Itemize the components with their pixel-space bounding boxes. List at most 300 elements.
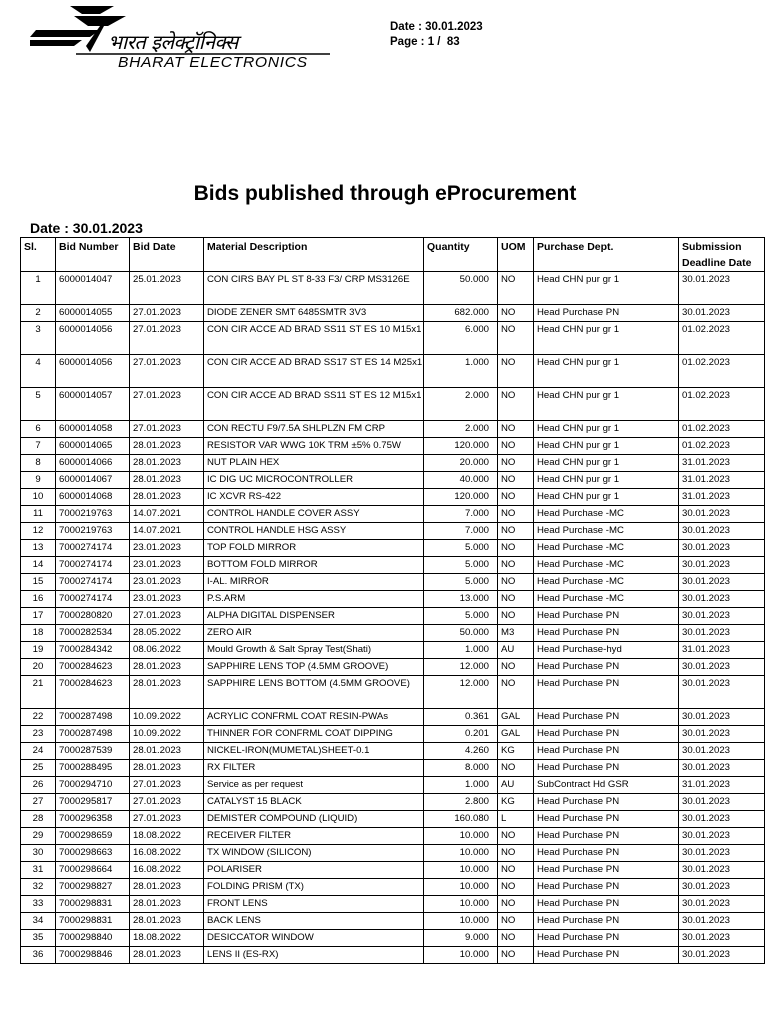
cell-bid-number: 7000298846 <box>56 947 130 964</box>
table-row <box>21 438 765 455</box>
cell-bid-date: 28.01.2023 <box>130 659 204 676</box>
column-header-material-description: Material Description <box>204 238 424 272</box>
cell-sl: 13 <box>21 540 56 557</box>
cell-submission-deadline: 01.02.2023 <box>679 388 765 421</box>
cell-purchase-dept: Head CHN pur gr 1 <box>534 355 679 388</box>
cell-purchase-dept: Head Purchase PN <box>534 930 679 947</box>
cell-material-description: Service as per request <box>204 777 424 794</box>
cell-bid-date: 27.01.2023 <box>130 421 204 438</box>
cell-quantity: 1.000 <box>424 355 498 388</box>
cell-sl: 26 <box>21 777 56 794</box>
cell-sl: 3 <box>21 322 56 355</box>
cell-purchase-dept: Head Purchase -MC <box>534 540 679 557</box>
cell-material-description: IC XCVR RS-422 <box>204 489 424 506</box>
cell-sl: 31 <box>21 862 56 879</box>
cell-quantity: 4.260 <box>424 743 498 760</box>
cell-sl: 22 <box>21 709 56 726</box>
cell-quantity: 160.080 <box>424 811 498 828</box>
column-header-bid-number: Bid Number <box>56 238 130 272</box>
cell-submission-deadline: 30.01.2023 <box>679 862 765 879</box>
cell-bid-date: 18.08.2022 <box>130 828 204 845</box>
cell-quantity: 10.000 <box>424 879 498 896</box>
page-title: Bids published through eProcurement <box>193 182 577 205</box>
cell-quantity: 20.000 <box>424 455 498 472</box>
cell-sl: 8 <box>21 455 56 472</box>
cell-uom: GAL <box>498 726 534 743</box>
cell-purchase-dept: Head Purchase PN <box>534 625 679 642</box>
table-row <box>21 455 765 472</box>
cell-bid-date: 25.01.2023 <box>130 272 204 305</box>
cell-bid-number: 6000014068 <box>56 489 130 506</box>
cell-purchase-dept: Head Purchase PN <box>534 743 679 760</box>
cell-bid-number: 7000274174 <box>56 540 130 557</box>
cell-bid-date: 23.01.2023 <box>130 557 204 574</box>
table-body <box>21 272 765 964</box>
cell-bid-date: 10.09.2022 <box>130 709 204 726</box>
bids-date: Date : 30.01.2023 <box>30 220 143 236</box>
cell-uom: NO <box>498 879 534 896</box>
table-row <box>21 709 765 726</box>
cell-uom: NO <box>498 913 534 930</box>
cell-quantity: 120.000 <box>424 489 498 506</box>
cell-submission-deadline: 01.02.2023 <box>679 438 765 455</box>
cell-sl: 1 <box>21 272 56 305</box>
cell-bid-number: 7000280820 <box>56 608 130 625</box>
cell-quantity: 5.000 <box>424 574 498 591</box>
cell-submission-deadline: 01.02.2023 <box>679 421 765 438</box>
cell-submission-deadline: 30.01.2023 <box>679 811 765 828</box>
cell-bid-number: 7000298840 <box>56 930 130 947</box>
cell-submission-deadline: 30.01.2023 <box>679 659 765 676</box>
cell-purchase-dept: Head CHN pur gr 1 <box>534 472 679 489</box>
cell-material-description: CON RECTU F9/7.5A SHLPLZN FM CRP <box>204 421 424 438</box>
cell-quantity: 1.000 <box>424 642 498 659</box>
cell-bid-date: 27.01.2023 <box>130 608 204 625</box>
cell-bid-number: 6000014055 <box>56 305 130 322</box>
cell-bid-number: 7000298659 <box>56 828 130 845</box>
cell-bid-date: 16.08.2022 <box>130 862 204 879</box>
cell-bid-number: 7000219763 <box>56 523 130 540</box>
cell-quantity: 2.000 <box>424 421 498 438</box>
cell-material-description: CON CIR ACCE AD BRAD SS11 ST ES 10 M15x1 <box>204 322 424 355</box>
cell-submission-deadline: 30.01.2023 <box>679 591 765 608</box>
cell-purchase-dept: Head Purchase PN <box>534 845 679 862</box>
cell-uom: NO <box>498 845 534 862</box>
cell-purchase-dept: Head Purchase PN <box>534 305 679 322</box>
cell-sl: 28 <box>21 811 56 828</box>
cell-bid-date: 14.07.2021 <box>130 506 204 523</box>
cell-material-description: LENS II (ES-RX) <box>204 947 424 964</box>
cell-bid-date: 14.07.2021 <box>130 523 204 540</box>
cell-purchase-dept: Head Purchase -MC <box>534 523 679 540</box>
cell-material-description: Mould Growth & Salt Spray Test(Shati) <box>204 642 424 659</box>
cell-sl: 18 <box>21 625 56 642</box>
table-row <box>21 625 765 642</box>
cell-bid-date: 28.01.2023 <box>130 743 204 760</box>
cell-submission-deadline: 30.01.2023 <box>679 743 765 760</box>
cell-uom: NO <box>498 489 534 506</box>
cell-bid-number: 7000284623 <box>56 676 130 709</box>
cell-bid-date: 27.01.2023 <box>130 777 204 794</box>
cell-uom: NO <box>498 355 534 388</box>
cell-bid-date: 28.01.2023 <box>130 879 204 896</box>
cell-material-description: DIODE ZENER SMT 6485SMTR 3V3 <box>204 305 424 322</box>
cell-bid-number: 7000287498 <box>56 709 130 726</box>
table-row <box>21 272 765 305</box>
cell-quantity: 1.000 <box>424 777 498 794</box>
cell-bid-date: 28.01.2023 <box>130 913 204 930</box>
cell-uom: NO <box>498 608 534 625</box>
cell-submission-deadline: 01.02.2023 <box>679 322 765 355</box>
cell-sl: 24 <box>21 743 56 760</box>
cell-uom: AU <box>498 642 534 659</box>
cell-bid-date: 16.08.2022 <box>130 845 204 862</box>
report-date: Date : 30.01.2023 <box>390 21 483 33</box>
cell-sl: 14 <box>21 557 56 574</box>
cell-sl: 19 <box>21 642 56 659</box>
cell-sl: 10 <box>21 489 56 506</box>
cell-sl: 7 <box>21 438 56 455</box>
cell-material-description: P.S.ARM <box>204 591 424 608</box>
cell-submission-deadline: 30.01.2023 <box>679 574 765 591</box>
cell-uom: NO <box>498 557 534 574</box>
cell-submission-deadline: 30.01.2023 <box>679 794 765 811</box>
column-header-quantity: Quantity <box>424 238 498 272</box>
table-row <box>21 862 765 879</box>
cell-quantity: 10.000 <box>424 845 498 862</box>
cell-sl: 25 <box>21 760 56 777</box>
cell-submission-deadline: 30.01.2023 <box>679 947 765 964</box>
cell-sl: 32 <box>21 879 56 896</box>
cell-sl: 4 <box>21 355 56 388</box>
table-row <box>21 913 765 930</box>
cell-uom: NO <box>498 676 534 709</box>
cell-submission-deadline: 30.01.2023 <box>679 272 765 305</box>
cell-uom: M3 <box>498 625 534 642</box>
cell-material-description: NUT PLAIN HEX <box>204 455 424 472</box>
cell-sl: 30 <box>21 845 56 862</box>
cell-bid-date: 28.01.2023 <box>130 455 204 472</box>
cell-quantity: 0.201 <box>424 726 498 743</box>
cell-bid-number: 7000298663 <box>56 845 130 862</box>
cell-quantity: 7.000 <box>424 523 498 540</box>
cell-quantity: 5.000 <box>424 540 498 557</box>
cell-sl: 11 <box>21 506 56 523</box>
cell-bid-date: 27.01.2023 <box>130 305 204 322</box>
cell-bid-date: 23.01.2023 <box>130 540 204 557</box>
cell-bid-number: 7000274174 <box>56 591 130 608</box>
cell-material-description: CONTROL HANDLE COVER ASSY <box>204 506 424 523</box>
cell-sl: 29 <box>21 828 56 845</box>
cell-quantity: 10.000 <box>424 828 498 845</box>
cell-purchase-dept: Head Purchase-hyd <box>534 642 679 659</box>
cell-sl: 9 <box>21 472 56 489</box>
table-row <box>21 743 765 760</box>
cell-sl: 27 <box>21 794 56 811</box>
cell-submission-deadline: 30.01.2023 <box>679 896 765 913</box>
cell-submission-deadline: 01.02.2023 <box>679 355 765 388</box>
cell-material-description: THINNER FOR CONFRML COAT DIPPING <box>204 726 424 743</box>
cell-material-description: IC DIG UC MICROCONTROLLER <box>204 472 424 489</box>
cell-uom: NO <box>498 438 534 455</box>
table-header-row <box>21 238 765 272</box>
cell-bid-number: 6000014057 <box>56 388 130 421</box>
cell-material-description: CON CIR ACCE AD BRAD SS11 ST ES 12 M15x1 <box>204 388 424 421</box>
cell-submission-deadline: 30.01.2023 <box>679 845 765 862</box>
bids-table <box>20 237 765 964</box>
cell-purchase-dept: Head Purchase PN <box>534 608 679 625</box>
cell-submission-deadline: 31.01.2023 <box>679 472 765 489</box>
cell-quantity: 10.000 <box>424 947 498 964</box>
table-row <box>21 845 765 862</box>
cell-purchase-dept: Head Purchase PN <box>534 913 679 930</box>
cell-bid-number: 6000014058 <box>56 421 130 438</box>
cell-sl: 36 <box>21 947 56 964</box>
cell-quantity: 12.000 <box>424 676 498 709</box>
logo-hindi-text: भारत इलेक्ट्रॉनिक्स <box>108 30 238 54</box>
cell-quantity: 682.000 <box>424 305 498 322</box>
cell-material-description: SAPPHIRE LENS TOP (4.5MM GROOVE) <box>204 659 424 676</box>
cell-quantity: 5.000 <box>424 608 498 625</box>
cell-bid-number: 6000014056 <box>56 355 130 388</box>
cell-bid-date: 28.01.2023 <box>130 489 204 506</box>
cell-submission-deadline: 31.01.2023 <box>679 489 765 506</box>
cell-quantity: 13.000 <box>424 591 498 608</box>
cell-quantity: 5.000 <box>424 557 498 574</box>
cell-quantity: 10.000 <box>424 896 498 913</box>
cell-material-description: CON CIRS BAY PL ST 8-33 F3/ CRP MS3126E <box>204 272 424 305</box>
table-row <box>21 811 765 828</box>
table-row <box>21 947 765 964</box>
cell-submission-deadline: 30.01.2023 <box>679 608 765 625</box>
table-row <box>21 828 765 845</box>
cell-uom: GAL <box>498 709 534 726</box>
cell-submission-deadline: 30.01.2023 <box>679 828 765 845</box>
cell-purchase-dept: Head Purchase -MC <box>534 557 679 574</box>
cell-bid-date: 28.01.2023 <box>130 760 204 777</box>
table-row <box>21 472 765 489</box>
cell-bid-number: 7000284342 <box>56 642 130 659</box>
cell-uom: NO <box>498 574 534 591</box>
cell-bid-date: 28.05.2022 <box>130 625 204 642</box>
table-row <box>21 591 765 608</box>
table-row <box>21 676 765 709</box>
cell-quantity: 50.000 <box>424 272 498 305</box>
page-number: Page : 1 / 83 <box>390 36 460 48</box>
cell-submission-deadline: 30.01.2023 <box>679 540 765 557</box>
cell-purchase-dept: Head Purchase PN <box>534 659 679 676</box>
cell-uom: NO <box>498 455 534 472</box>
table-row <box>21 305 765 322</box>
cell-bid-number: 7000274174 <box>56 574 130 591</box>
table-row <box>21 540 765 557</box>
cell-uom: NO <box>498 659 534 676</box>
cell-quantity: 6.000 <box>424 322 498 355</box>
cell-submission-deadline: 30.01.2023 <box>679 709 765 726</box>
cell-bid-date: 10.09.2022 <box>130 726 204 743</box>
cell-quantity: 10.000 <box>424 913 498 930</box>
cell-uom: NO <box>498 930 534 947</box>
cell-material-description: RESISTOR VAR WWG 10K TRM ±5% 0.75W <box>204 438 424 455</box>
cell-uom: NO <box>498 388 534 421</box>
cell-uom: AU <box>498 777 534 794</box>
cell-bid-number: 6000014056 <box>56 322 130 355</box>
cell-sl: 23 <box>21 726 56 743</box>
cell-uom: NO <box>498 896 534 913</box>
cell-material-description: ACRYLIC CONFRML COAT RESIN-PWAs <box>204 709 424 726</box>
cell-quantity: 7.000 <box>424 506 498 523</box>
table-row <box>21 879 765 896</box>
cell-submission-deadline: 30.01.2023 <box>679 305 765 322</box>
cell-material-description: BOTTOM FOLD MIRROR <box>204 557 424 574</box>
cell-sl: 15 <box>21 574 56 591</box>
table-row <box>21 421 765 438</box>
cell-submission-deadline: 31.01.2023 <box>679 777 765 794</box>
cell-purchase-dept: Head Purchase PN <box>534 862 679 879</box>
cell-bid-date: 27.01.2023 <box>130 355 204 388</box>
table-row <box>21 896 765 913</box>
cell-bid-date: 23.01.2023 <box>130 574 204 591</box>
cell-material-description: I-AL. MIRROR <box>204 574 424 591</box>
cell-purchase-dept: Head CHN pur gr 1 <box>534 272 679 305</box>
cell-quantity: 120.000 <box>424 438 498 455</box>
cell-bid-date: 27.01.2023 <box>130 794 204 811</box>
table-row <box>21 659 765 676</box>
cell-sl: 17 <box>21 608 56 625</box>
cell-bid-number: 7000298831 <box>56 896 130 913</box>
cell-bid-number: 7000219763 <box>56 506 130 523</box>
cell-quantity: 8.000 <box>424 760 498 777</box>
cell-uom: KG <box>498 743 534 760</box>
cell-bid-number: 7000296358 <box>56 811 130 828</box>
cell-quantity: 2.800 <box>424 794 498 811</box>
cell-uom: KG <box>498 794 534 811</box>
cell-purchase-dept: Head Purchase PN <box>534 760 679 777</box>
cell-purchase-dept: Head Purchase PN <box>534 896 679 913</box>
cell-purchase-dept: Head Purchase PN <box>534 811 679 828</box>
cell-bid-date: 18.08.2022 <box>130 930 204 947</box>
cell-material-description: TX WINDOW (SILICON) <box>204 845 424 862</box>
cell-uom: NO <box>498 828 534 845</box>
cell-uom: NO <box>498 506 534 523</box>
cell-submission-deadline: 30.01.2023 <box>679 930 765 947</box>
cell-submission-deadline: 31.01.2023 <box>679 455 765 472</box>
document-meta <box>390 20 483 50</box>
cell-bid-date: 08.06.2022 <box>130 642 204 659</box>
table-row <box>21 523 765 540</box>
table-row <box>21 355 765 388</box>
cell-material-description: FRONT LENS <box>204 896 424 913</box>
column-header-purchase-dept: Purchase Dept. <box>534 238 679 272</box>
cell-uom: NO <box>498 523 534 540</box>
table-row <box>21 388 765 421</box>
table-row <box>21 489 765 506</box>
cell-bid-date: 23.01.2023 <box>130 591 204 608</box>
logo-english-text: BHARAT ELECTRONICS <box>118 55 308 71</box>
cell-quantity: 10.000 <box>424 862 498 879</box>
cell-purchase-dept: Head Purchase PN <box>534 709 679 726</box>
cell-purchase-dept: Head Purchase -MC <box>534 574 679 591</box>
cell-uom: NO <box>498 540 534 557</box>
cell-bid-date: 28.01.2023 <box>130 472 204 489</box>
bel-logo <box>30 4 330 70</box>
cell-submission-deadline: 30.01.2023 <box>679 760 765 777</box>
cell-bid-date: 28.01.2023 <box>130 438 204 455</box>
column-header-uom: UOM <box>498 238 534 272</box>
cell-bid-number: 7000282534 <box>56 625 130 642</box>
cell-purchase-dept: Head Purchase PN <box>534 947 679 964</box>
cell-bid-number: 6000014047 <box>56 272 130 305</box>
cell-bid-number: 6000014067 <box>56 472 130 489</box>
cell-bid-number: 7000295817 <box>56 794 130 811</box>
cell-material-description: TOP FOLD MIRROR <box>204 540 424 557</box>
cell-submission-deadline: 30.01.2023 <box>679 625 765 642</box>
table-row <box>21 726 765 743</box>
column-header-bid-date: Bid Date <box>130 238 204 272</box>
cell-bid-number: 7000298831 <box>56 913 130 930</box>
table-row <box>21 557 765 574</box>
cell-sl: 12 <box>21 523 56 540</box>
cell-quantity: 50.000 <box>424 625 498 642</box>
cell-sl: 2 <box>21 305 56 322</box>
cell-submission-deadline: 31.01.2023 <box>679 642 765 659</box>
cell-purchase-dept: Head CHN pur gr 1 <box>534 489 679 506</box>
cell-sl: 20 <box>21 659 56 676</box>
cell-purchase-dept: Head CHN pur gr 1 <box>534 438 679 455</box>
cell-sl: 6 <box>21 421 56 438</box>
cell-bid-number: 7000287539 <box>56 743 130 760</box>
cell-sl: 33 <box>21 896 56 913</box>
cell-purchase-dept: Head CHN pur gr 1 <box>534 388 679 421</box>
cell-material-description: POLARISER <box>204 862 424 879</box>
cell-uom: NO <box>498 760 534 777</box>
cell-purchase-dept: SubContract Hd GSR <box>534 777 679 794</box>
cell-bid-number: 6000014065 <box>56 438 130 455</box>
cell-quantity: 9.000 <box>424 930 498 947</box>
cell-uom: L <box>498 811 534 828</box>
column-header-submission-deadline: Submission Deadline Date <box>679 238 765 272</box>
cell-material-description: DESICCATOR WINDOW <box>204 930 424 947</box>
cell-sl: 16 <box>21 591 56 608</box>
cell-submission-deadline: 30.01.2023 <box>679 506 765 523</box>
cell-material-description: ALPHA DIGITAL DISPENSER <box>204 608 424 625</box>
cell-purchase-dept: Head CHN pur gr 1 <box>534 421 679 438</box>
table-row <box>21 760 765 777</box>
cell-uom: NO <box>498 591 534 608</box>
cell-bid-date: 27.01.2023 <box>130 388 204 421</box>
cell-submission-deadline: 30.01.2023 <box>679 913 765 930</box>
cell-quantity: 40.000 <box>424 472 498 489</box>
cell-purchase-dept: Head Purchase -MC <box>534 506 679 523</box>
table-row <box>21 794 765 811</box>
cell-bid-number: 7000274174 <box>56 557 130 574</box>
cell-quantity: 0.361 <box>424 709 498 726</box>
cell-uom: NO <box>498 305 534 322</box>
cell-sl: 21 <box>21 676 56 709</box>
cell-purchase-dept: Head Purchase PN <box>534 828 679 845</box>
cell-material-description: DEMISTER COMPOUND (LIQUID) <box>204 811 424 828</box>
cell-purchase-dept: Head CHN pur gr 1 <box>534 322 679 355</box>
cell-submission-deadline: 30.01.2023 <box>679 726 765 743</box>
cell-material-description: CONTROL HANDLE HSG ASSY <box>204 523 424 540</box>
cell-submission-deadline: 30.01.2023 <box>679 557 765 574</box>
table-row <box>21 322 765 355</box>
cell-uom: NO <box>498 421 534 438</box>
cell-bid-date: 28.01.2023 <box>130 947 204 964</box>
table-row <box>21 777 765 794</box>
cell-material-description: BACK LENS <box>204 913 424 930</box>
cell-bid-number: 7000298827 <box>56 879 130 896</box>
